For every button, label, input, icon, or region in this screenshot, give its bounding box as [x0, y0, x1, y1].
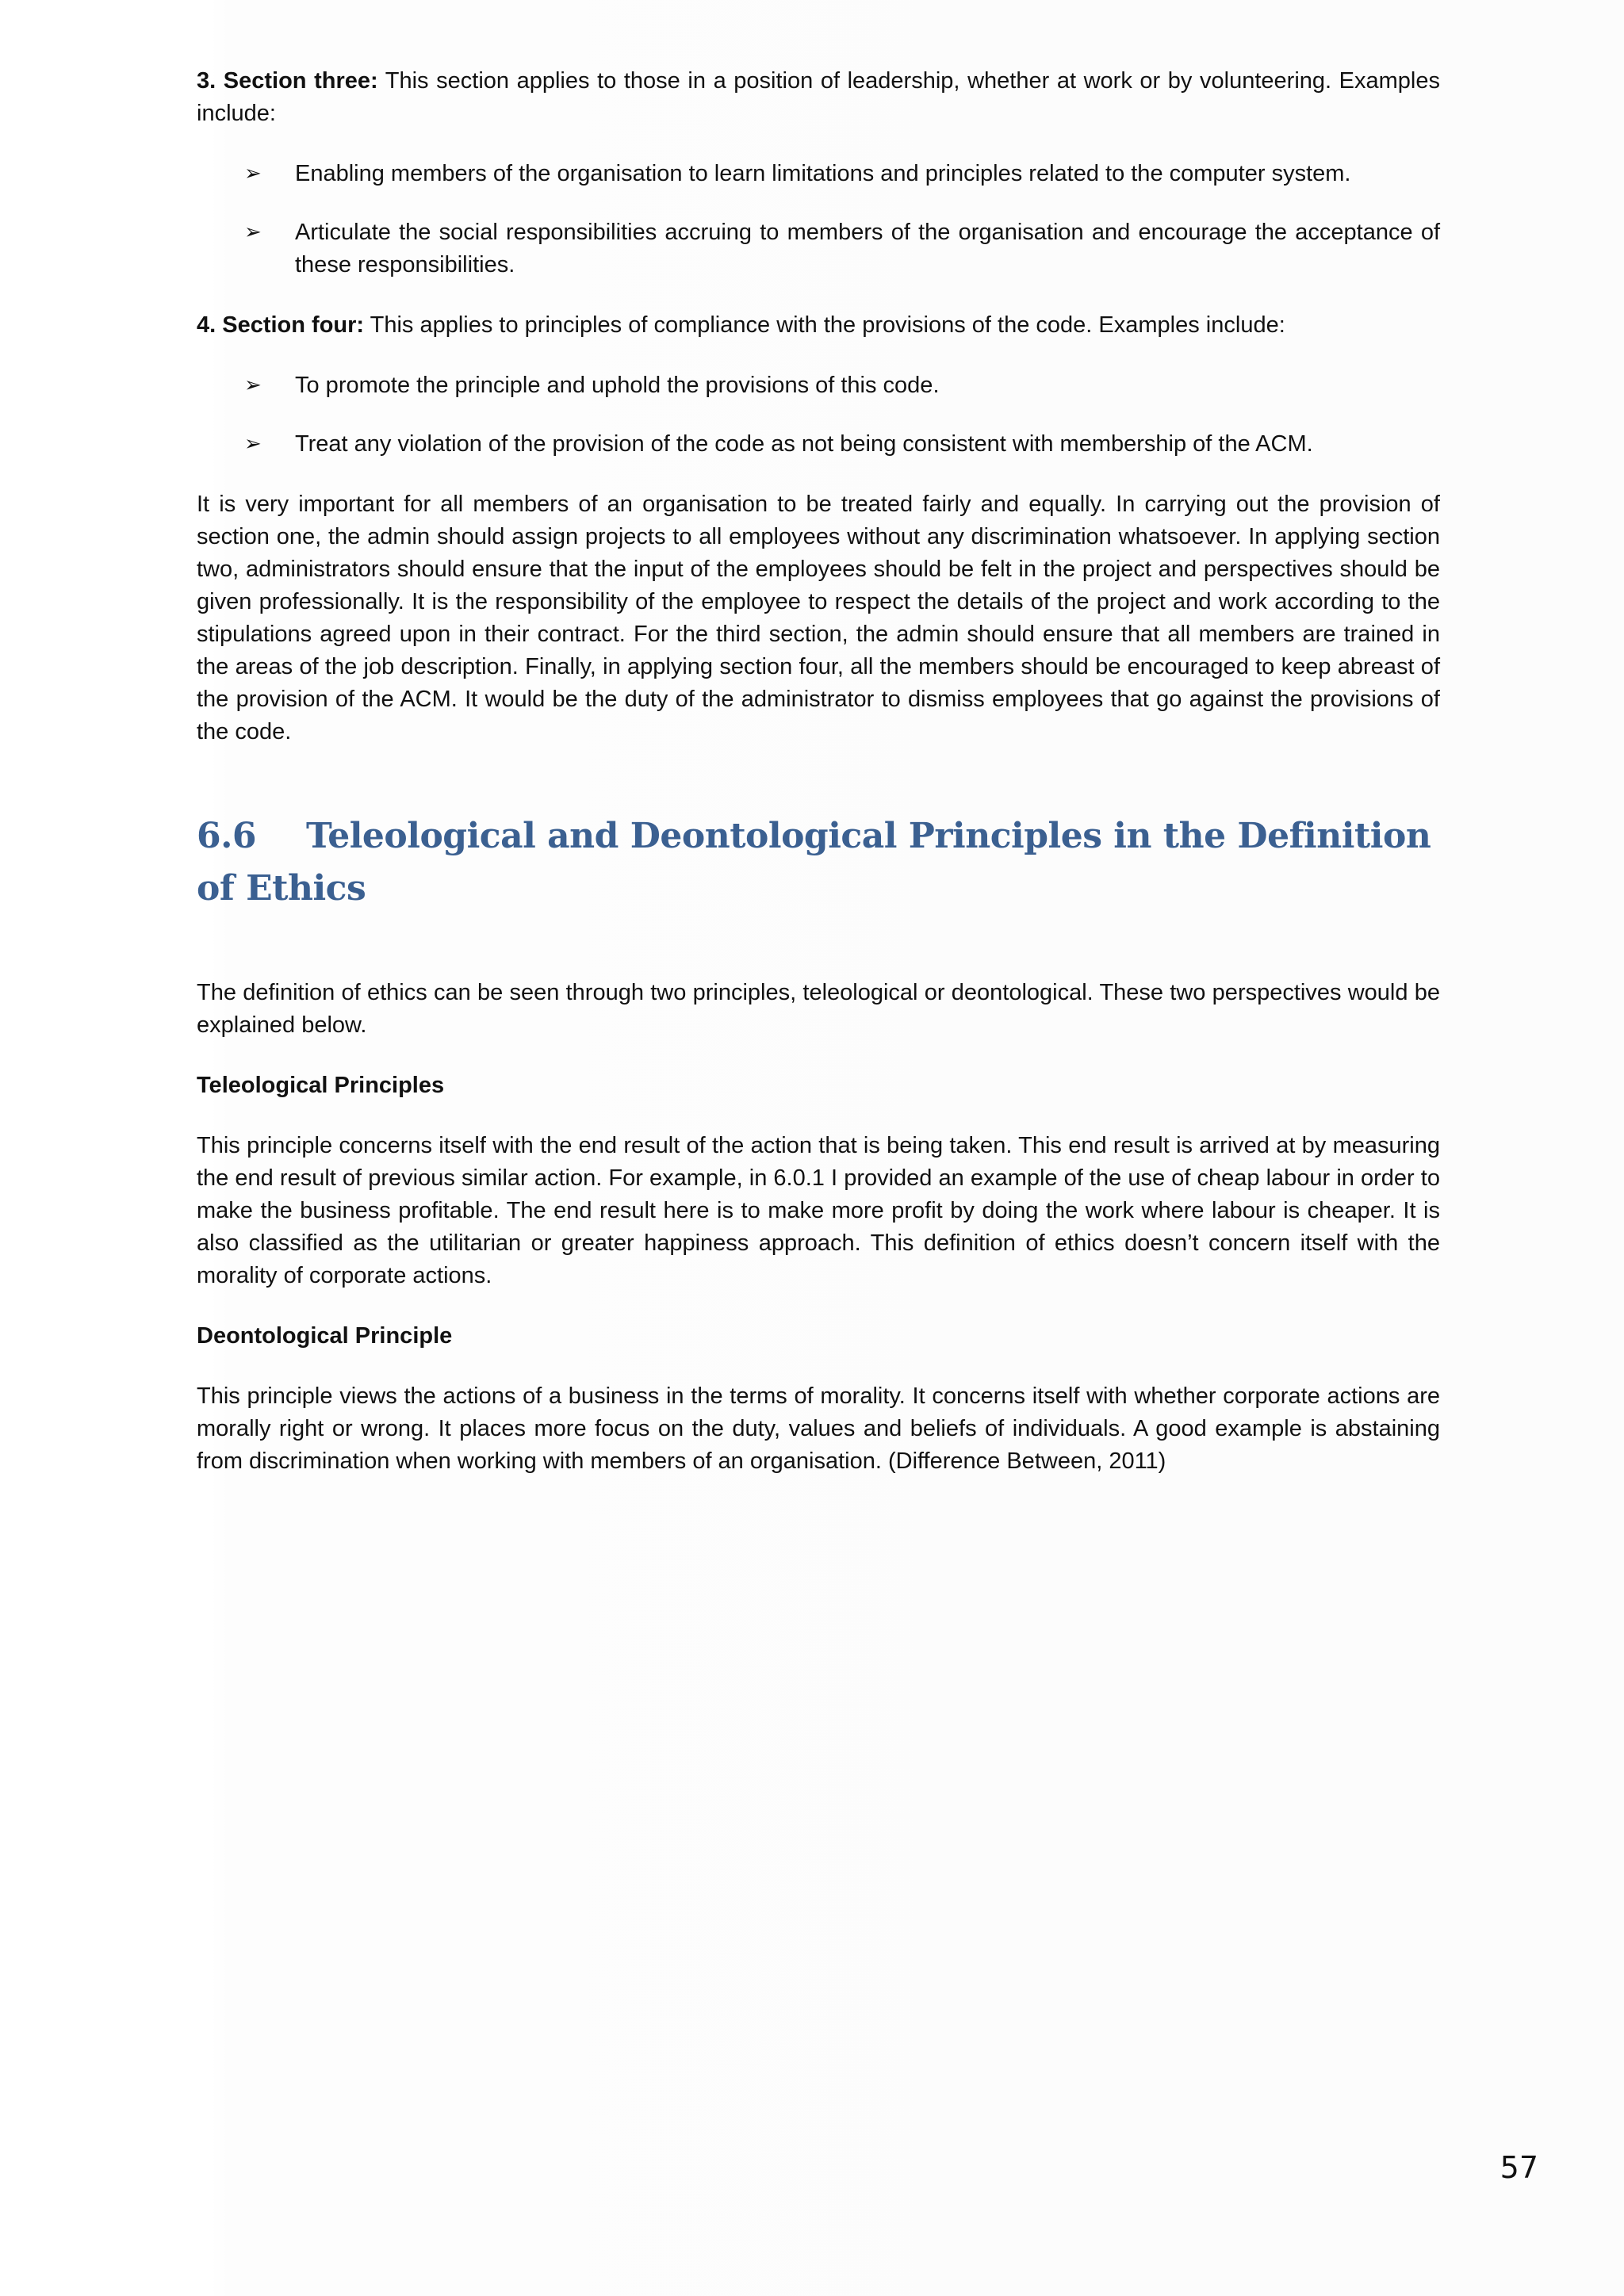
list-item [197, 216, 1440, 281]
list-item [197, 158, 1440, 190]
summary-paragraph: It is very important for all members of an organisation to be treated fairly and equally. In carrying out the provision of section one, the admin should assign projects to all employees without any discrimination whatsoever. In applying section two, administrators should ensure that the input of the employees should be felt in the project and perspectives should be given professionally. It is the responsibility of the employee to respect the details of the project and work according to the stipulations agreed upon in their contract. For the third section, the admin should ensure that all members are trained in the areas of the job description. Finally, in applying section four, all the members should be encouraged to keep abreast of the provision of the ACM. It would be the duty of the administrator to dismiss employees that go against the provisions of the code. [197, 492, 1440, 744]
list-item-text: Treat any violation of the provision of the code as not being consistent with membership of the ACM. [295, 431, 1313, 457]
section-heading-number: 6.6 [197, 816, 257, 856]
list-item [197, 428, 1440, 461]
arrow-bullet-icon: ➢ [244, 220, 262, 244]
section-three-label: 3. Section three: [197, 68, 378, 94]
section-four-label: 4. Section four: [197, 312, 365, 338]
section-heading [197, 810, 1440, 915]
list-item-text: Enabling members of the organisation to learn limitations and principles related to the computer system. [295, 161, 1351, 186]
deontological-subheading: Deontological Principle [197, 1323, 453, 1349]
section-heading-title: Teleological and Deontological Principles in the Definition of Ethics [197, 816, 1431, 909]
section-four-text: This applies to principles of compliance with the provisions of the code. Examples include: [364, 312, 1285, 338]
arrow-bullet-icon: ➢ [244, 432, 262, 456]
list-item [197, 369, 1440, 402]
section-four-paragraph [197, 309, 1440, 342]
section-four-bullet-list [197, 369, 1440, 461]
teleological-subheading: Teleological Principles [197, 1073, 445, 1098]
arrow-bullet-icon: ➢ [244, 162, 262, 186]
section-three-text: This section applies to those in a position of leadership, whether at work or by volunteering. Examples include: [197, 68, 1440, 126]
list-item-text: Articulate the social responsibilities accruing to members of the organisation and encourage the acceptance of these responsibilities. [295, 220, 1440, 277]
arrow-bullet-icon: ➢ [244, 373, 262, 397]
deontological-paragraph: This principle views the actions of a business in the terms of morality. It concerns itself with whether corporate actions are morally right or wrong. It places more focus on the duty, values and beliefs of individuals. A good example is abstaining from discrimination when working with members of an organisation. (Difference Between, 2011) [197, 1383, 1440, 1474]
section-three-bullet-list [197, 158, 1440, 281]
page-number: 57 [1500, 2150, 1538, 2185]
list-item-text: To promote the principle and uphold the provisions of this code. [295, 373, 940, 398]
teleological-paragraph: This principle concerns itself with the end result of the action that is being taken. This end result is arrived at by measuring the end result of previous similar action. For example, in 6.0.1 I provided an example of the use of cheap labour in order to make the business profitable. The end result here is to make more profit by doing the work where labour is cheaper. It is also classified as the utilitarian or greater happiness approach. This definition of ethics doesn’t concern itself with the morality of corporate actions. [197, 1133, 1440, 1288]
page-content [197, 65, 1440, 1478]
section-three-paragraph [197, 65, 1440, 130]
intro-paragraph: The definition of ethics can be seen through two principles, teleological or deontological. These two perspectives would be explained below. [197, 980, 1440, 1038]
